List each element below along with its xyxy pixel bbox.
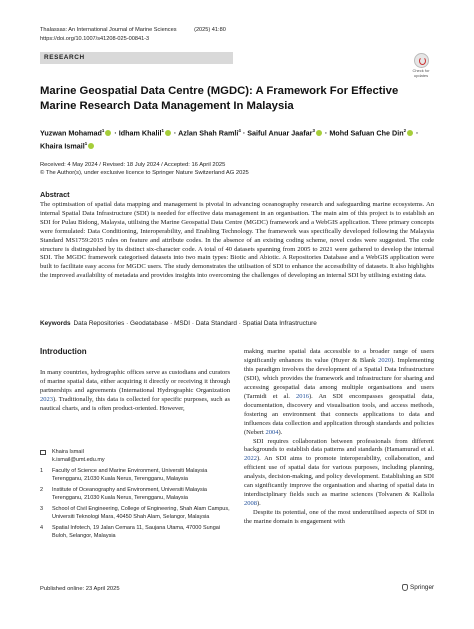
citation-link[interactable]: 2020 (378, 356, 392, 364)
contact-name: Khaira Ismail (52, 449, 84, 455)
citation-link[interactable]: 2022 (244, 455, 257, 463)
author-name[interactable]: Khaira Ismail (40, 141, 85, 151)
history-dates: Received: 4 May 2024 / Revised: 18 July 2024 / Accepted: 16 April 2025 (40, 162, 226, 168)
author-affiliation: 1 (84, 141, 88, 147)
publisher-name: Springer (410, 584, 435, 592)
affiliation-number: 3 (40, 506, 44, 512)
paragraph: Despite its potential, one of the most underutilised aspects of SDI in the marine domain is engagement with (244, 509, 434, 526)
text-run: making marine spatial data accessible to a broader range of users significantly enhances its value (Huyer & Blank (244, 348, 434, 364)
citation-link[interactable]: 2008 (244, 500, 257, 508)
check-updates-button[interactable] (407, 53, 435, 78)
author-notes (40, 449, 230, 544)
publisher-logo (402, 584, 434, 591)
keywords-list: Data Repositories · Geodatabase · MSDI · Data Standard · Spatial Data Infrastructure (73, 320, 317, 327)
orcid-icon[interactable] (407, 130, 413, 136)
paragraph (40, 369, 230, 414)
author-name[interactable]: Mohd Safuan Che Din (329, 128, 404, 138)
orcid-icon[interactable] (316, 130, 322, 136)
section-label-bar (40, 52, 233, 64)
affiliation-text: Faculty of Science and Marine Environment, Universiti Malaysia Terengganu, 21030 Kuala Nerus, Terengganu, Malaysia (52, 468, 208, 482)
introduction-heading: Introduction (40, 347, 87, 356)
author-name[interactable]: Yuzwan Mohamad (40, 128, 102, 138)
orcid-icon[interactable] (165, 130, 171, 136)
paper-title: Marine Geospatial Data Centre (MGDC): A Framework For Effective Marine Research Data Management In Malaysia (40, 85, 399, 112)
affiliation-note (40, 468, 230, 483)
body-column-left (40, 369, 230, 414)
affiliation-note (40, 487, 230, 502)
citation-link[interactable]: 2016 (295, 392, 309, 400)
author-affiliation: 1 (101, 128, 105, 133)
abstract-text: The optimisation of spatial data mapping and management is pivotal in advancing oceanography research and safeguarding marine ecosystems. An internal Spatial Data Infrastructure (SDI) is needed for effective data management in an organisation. The main aim of this project is to establish an SDI for Pulau Bidong, Malaysia, utilising the Marine Geospatial Data Centre (MGDC) framework and a WebGIS application. Three primary concepts were formulated: Data Conditioning, Interoperability, and Enabling Technology. The framework was specifically developed following the Malaysia Standard MS1759:2015 rules on feature and attribute codes. In the absence of an existing coding scheme, novel codes were suggested. The code structure is distinguished by its distinct six-character code. A total of 40 datasets spanning from 2005 to 2021 were gathered to develop the internal SDI. The MGDC framework categorised datasets into two main types: Biotic and Abiotic. A Repositories Database and a WebGIS application were built to facilitate easy access for MGDC users. The study demonstrates the utilisation of SDI to enhance the accessibility of datasets. It also highlights the improved availability of metadata and provides insights into overcoming the challenges of developing an internal SDI by utilising existing data. (40, 201, 434, 280)
section-label: RESEARCH (44, 54, 85, 61)
text-run: ). An SDI encompasses geospatial data, documentation, discovery and visualisation tools, and access methods, fostering an environment that connects applications to data and influences data collection and application through standards and policies (Nebert (244, 392, 434, 436)
affiliation-note (40, 525, 230, 540)
paragraph (244, 348, 434, 438)
author-affiliation: 4 (238, 128, 241, 133)
text-run: SDI requires collaboration between professionals from different backgrounds to establish data patterns and standards (Hamamurad et al. (244, 437, 434, 454)
citation-link[interactable]: 2023 (40, 395, 53, 403)
body-column-right (244, 348, 434, 527)
journal-header (40, 27, 226, 33)
affiliation-text: School of Civil Engineering, College of Engineering, Shah Alam Campus, Universiti Teknologi Mara, 40450 Shah Alam, Selangor, Malaysia (52, 506, 230, 520)
check-updates-label: Check for updates (412, 68, 430, 78)
text-run: ). Traditionally, this data is collected for specific purposes, such as nautical charts, and is often product-oriented. However, (40, 395, 230, 412)
article-dates (40, 161, 249, 177)
springer-horse-icon (402, 584, 408, 591)
text-run: ). (257, 500, 261, 508)
orcid-icon[interactable] (88, 143, 94, 149)
doi-link[interactable]: https://doi.org/10.1007/s41208-025-00841-3 (40, 36, 150, 42)
author-affiliation: 2 (403, 128, 407, 133)
affiliation-number: 4 (40, 525, 44, 531)
text-run: ). (278, 428, 283, 436)
author-name[interactable]: Azlan Shah Ramli (178, 128, 239, 138)
keywords (40, 320, 434, 327)
published-date: Published online: 23 April 2025 (40, 586, 120, 592)
contact-email[interactable]: k.ismail@umt.edu.my (52, 456, 105, 463)
text-run: In many countries, hydrographic offices serve as custodians and curators of marine spatial data, either acquiring it directly or receiving it through partnerships and agreements (International Hydrographic Organization (40, 369, 230, 394)
text-run: ). An SDI aims to promote interoperability, collaboration, and efficient use of spatial data for various purposes, including planning, analysis, decision-making, and policy development. Establishing an SDI can significantly improve the organisation and sharing of spatial data in interdisciplinary fields such as marine sciences (Tolvanen & Kalliola (244, 455, 434, 499)
author-affiliation: 3 (312, 128, 315, 133)
affiliation-text: Institute of Oceanography and Environment, Universiti Malaysia Terengganu, 21030 Kuala Nerus, Terengganu, Malaysia (52, 487, 207, 501)
check-updates-icon (414, 53, 429, 68)
author-name[interactable]: Idham Khalil (118, 128, 162, 138)
contact-note (40, 449, 230, 464)
text-run: ). Implementing this paradigm involves the development of a Spatial Data Infrastructure (SDI), which provides the framework and infrastructure for sharing and accessing geospatial data among multiple organisations and users (Tarmidi et al. (244, 356, 434, 400)
affiliation-number: 1 (40, 468, 44, 474)
copyright-line: © The Author(s), under exclusive licence to Springer Nature Switzerland AG 2025 (40, 170, 249, 176)
abstract-heading: Abstract (40, 190, 70, 199)
affiliation-note (40, 506, 230, 521)
affiliation-text: Spatial Infotech, 19 Jalan Cemara 11, Saujana Utama, 47000 Sungai Buloh, Selangor, Malaysia (52, 525, 221, 539)
orcid-icon[interactable] (105, 130, 111, 136)
citation-link[interactable]: 2004 (265, 428, 279, 436)
author-list: Yuzwan Mohamad$^1$ · Idham Khalil$^1$ · Azlan Shah Ramli$^4$ · Saiful Anuar Jaafar$^3$ · Mohd Safuan Che Din$^2$ · Khaira Ismail$^1$ (40, 128, 419, 151)
affiliation-number: 2 (40, 487, 44, 493)
keywords-label: Keywords (40, 320, 71, 327)
journal-volume: (2025) 41:80 (194, 27, 226, 33)
author-name[interactable]: Saiful Anuar Jaafar (247, 128, 313, 138)
author-affiliation: 1 (161, 128, 164, 133)
journal-name: Thalassas: An International Journal of Marine Sciences (40, 27, 177, 33)
envelope-icon (40, 450, 46, 455)
paragraph (244, 438, 434, 510)
